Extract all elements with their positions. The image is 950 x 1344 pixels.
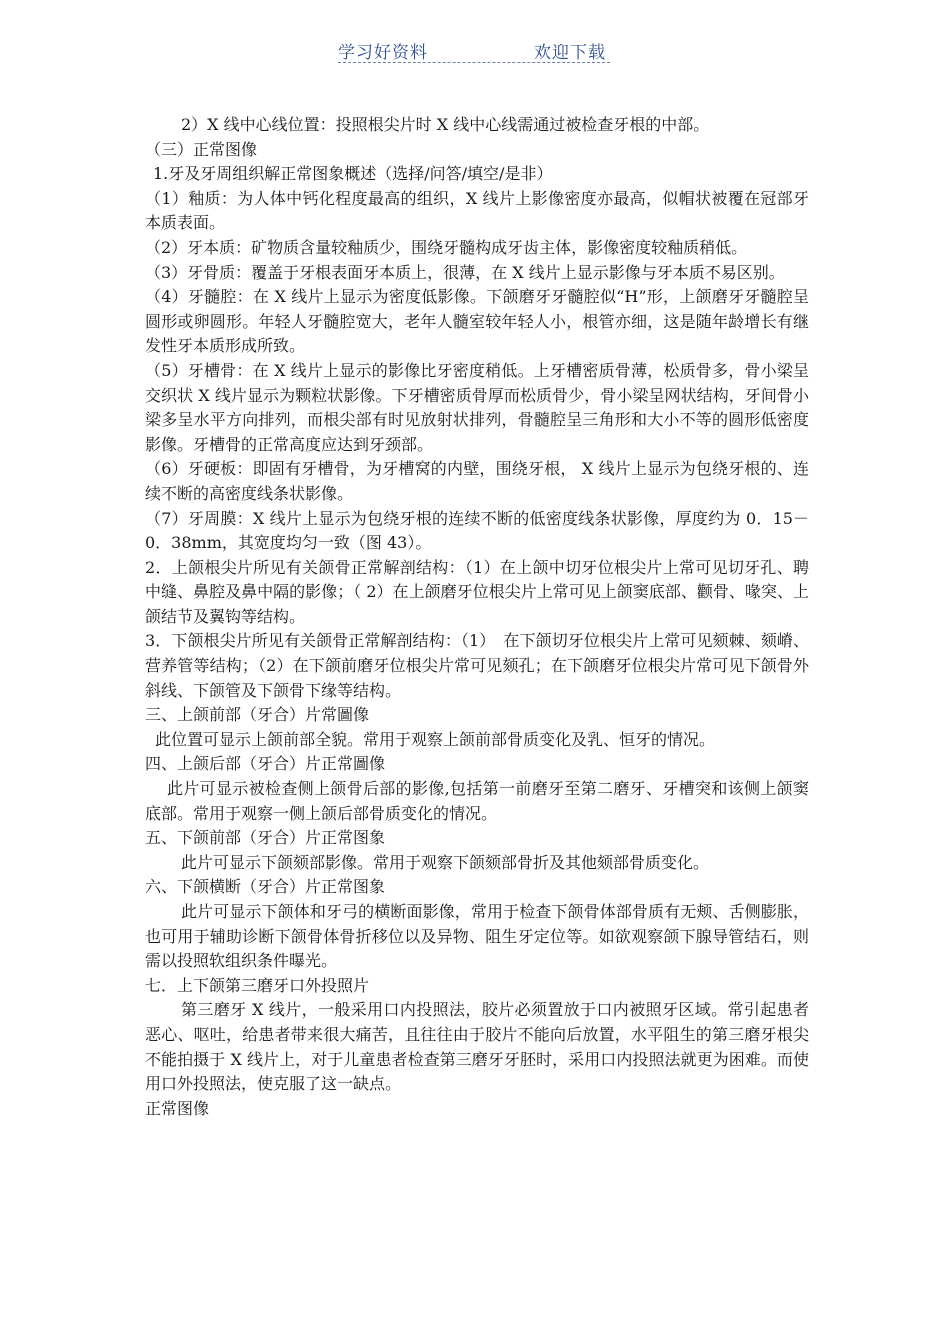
paragraph-maxillary-anatomy: 2．上颌根尖片所见有关颌骨正常解剖结构：（1）在上颌中切牙位根尖片上常可见切牙孔、聘中缝、鼻腔及鼻中隔的影像；（ 2）在上颌磨牙位根尖片上常可见上颌窦底部、颧骨、喙突、上颌结节及翼钩等结构。 bbox=[145, 557, 809, 626]
heading-third-molar: 七．上下颌第三磨牙口外投照片 bbox=[145, 975, 370, 995]
subsection-heading-teeth-overview: 1.牙及牙周组织解正常图象概述（选择/问答/填空/是非） bbox=[153, 164, 553, 184]
document-body bbox=[145, 113, 809, 1121]
heading-normal-image-end: 正常图像 bbox=[145, 1098, 210, 1118]
paragraph-maxillary-posterior: 此片可显示被检查侧上颌骨后部的影像,包括第一前磨牙至第二磨牙、牙槽突和该侧上颌窦底部。常用于观察一侧上颌后部骨质变化的情况。 bbox=[145, 779, 809, 823]
page-header bbox=[338, 36, 610, 63]
paragraph-mandibular-anterior: 此片可显示下颌颏部影像。常用于观察下颌颏部骨折及其他颏部骨质变化。 bbox=[181, 852, 710, 872]
section-heading-normal-image: （三）正常图像 bbox=[145, 139, 258, 159]
heading-maxillary-posterior: 四、上颌后部（牙合）片正常圖像 bbox=[145, 754, 386, 774]
paragraph-maxillary-anterior: 此位置可显示上颌前部全貌。常用于观察上颌前部骨质变化及乳、恒牙的情况。 bbox=[155, 729, 716, 749]
paragraph-xray-centerline: 2）X 线中心线位置：投照根尖片时 X 线中心线需通过被检查牙根的中部。 bbox=[181, 115, 710, 134]
header-right-text: 欢迎下载 bbox=[534, 43, 606, 63]
paragraph-alveolar-bone: （5）牙槽骨：在 X 线片上显示的影像比牙密度稍低。上牙槽密质骨薄，松质骨多，骨小梁呈交织状 X 线片显示为颗粒状影像。下牙槽密质骨厚而松质骨少，骨小梁呈网状结构，牙间骨小梁多呈水平方向排列，而根尖部有时见放射状排列，骨髓腔呈三角形和大小不等的圆形低密度影像。牙槽骨的正常高度应达到牙颈部。 bbox=[145, 360, 809, 454]
paragraph-pulp-cavity: （4）牙髓腔：在 X 线片上显示为密度低影像。下颌磨牙牙髓腔似“H”形，上颌磨牙牙髓腔呈圆形或卵圆形。年轻人牙髓腔宽大，老年人髓室较年轻人小，根管亦细，这是随年龄增长有继发性牙本质形成所致。 bbox=[145, 287, 809, 356]
paragraph-periodontal-membrane: （7）牙周膜：X 线片上显示为包绕牙根的连续不断的低密度线条状影像，厚度约为 0．15－0．38mm，其宽度均匀一致（图 43）。 bbox=[145, 508, 809, 553]
paragraph-dentin: （2）牙本质：矿物质含量较釉质少，围绕牙髓构成牙齿主体，影像密度较釉质稍低。 bbox=[145, 237, 748, 257]
header-left-text: 学习好资料 bbox=[338, 43, 428, 63]
heading-mandibular-cross-section: 六、下颌横断（牙合）片正常图象 bbox=[145, 877, 386, 897]
paragraph-lamina-dura: （6）牙硬板：即固有牙槽骨，为牙槽窝的内壁，围绕牙根， X 线片上显示为包绕牙根的、连续不断的高密度线条状影像。 bbox=[145, 459, 809, 503]
paragraph-cementum: （3）牙骨质：覆盖于牙根表面牙本质上，很薄，在 X 线片上显示影像与牙本质不易区别。 bbox=[145, 262, 785, 282]
paragraph-mandibular-cross-section: 此片可显示下颌体和牙弓的横断面影像，常用于检查下颌骨体部骨质有无颊、舌侧膨胀，也可用于辅助诊断下颌骨体骨折移位以及异物、阻生牙定位等。如欲观察颌下腺导管结石，则需以投照软组织条件曝光。 bbox=[145, 902, 809, 971]
heading-maxillary-anterior: 三、上颌前部（牙合）片常圖像 bbox=[145, 705, 370, 725]
paragraph-enamel: （1）釉质：为人体中钙化程度最高的组织，X 线片上影像密度亦最高，似帽状被覆在冠部牙本质表面。 bbox=[145, 188, 809, 233]
heading-mandibular-anterior: 五、下颌前部（牙合）片正常图象 bbox=[145, 828, 386, 848]
paragraph-third-molar: 第三磨牙 X 线片，一般采用口内投照法，胶片必须置放于口内被照牙区域。常引起患者恶心、呕吐，给患者带来很大痛苦，且往往由于胶片不能向后放置，水平阻生的第三磨牙根尖不能拍摄于 X 线片上，对于儿童患者检查第三磨牙牙胚时，采用口内投照法就更为困难。而使用口外投照法，使克服了这一缺点。 bbox=[145, 1000, 809, 1094]
paragraph-mandibular-anatomy: 3．下颌根尖片所见有关颌骨正常解剖结构：（1） 在下颌切牙位根尖片上常可见颏棘、颏嵴、营养管等结构；（2）在下颌前磨牙位根尖片常可见颏孔；在下颌磨牙位根尖片常可见下颌骨外斜线、下颌管及下颌骨下缘等结构。 bbox=[145, 631, 809, 700]
